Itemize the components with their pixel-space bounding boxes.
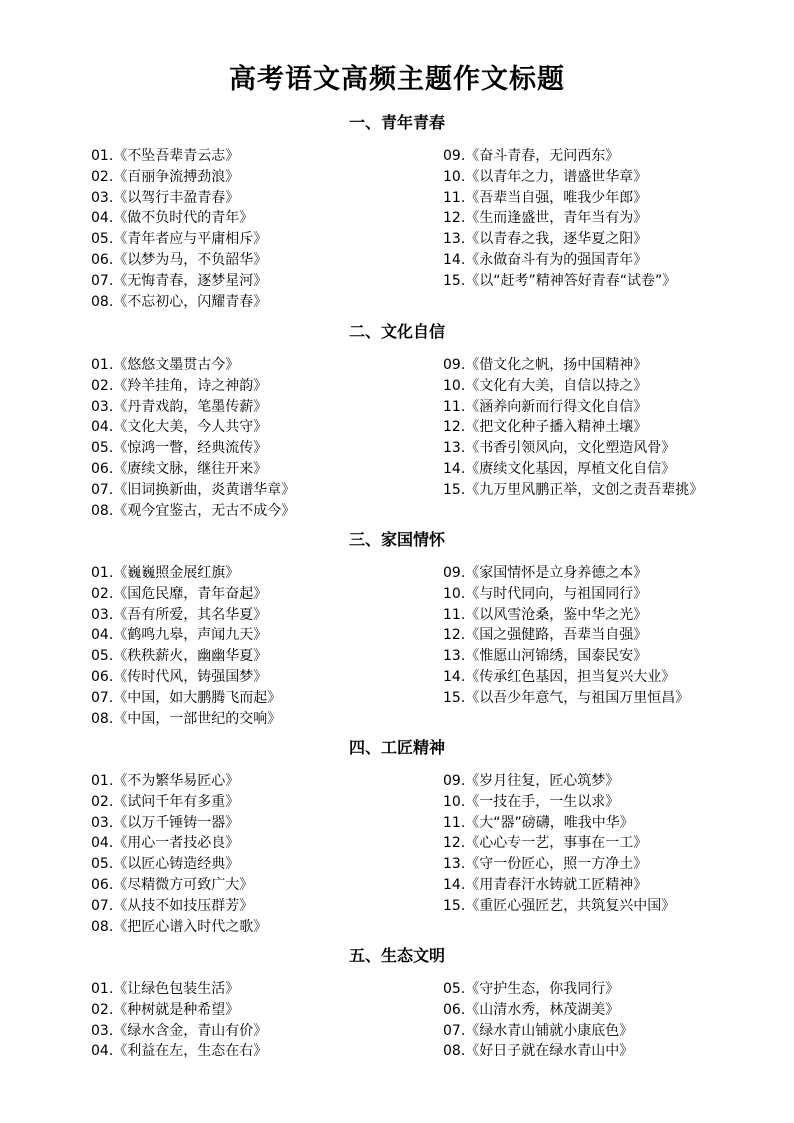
- theme-section: [0, 945, 794, 1060]
- essay-title-item: 04.《用心一者技必良》: [91, 835, 240, 852]
- essay-title-item: 01.《巍巍照金展红旗》: [91, 565, 240, 581]
- theme-section: [0, 321, 794, 519]
- essay-title-item: 14.《赓续文化基因，厚植文化自信》: [443, 460, 676, 477]
- right-title-column: [443, 563, 689, 709]
- essay-title-item: 09.《岁月往复，匠心筑梦》: [443, 773, 620, 789]
- essay-title-item: 04.《利益在左，生态在右》: [91, 1043, 268, 1060]
- essay-title-item: 07.《中国，如大鹏腾飞而起》: [91, 689, 282, 706]
- left-title-column: [91, 563, 281, 729]
- section-heading: 三、家国情怀: [348, 530, 445, 549]
- essay-title-item: 07.《从技不如技压群芳》: [91, 897, 254, 914]
- essay-title-item: 03.《绿水含金，青山有价》: [91, 1022, 268, 1039]
- essay-title-item: 02.《羚羊挂角，诗之神韵》: [91, 377, 268, 394]
- essay-title-item: 02.《种树就是种希望》: [91, 1001, 240, 1018]
- essay-title-item: 06.《以梦为马，不负韶华》: [91, 251, 268, 268]
- essay-title-item: 10.《一技在手，一生以求》: [443, 793, 620, 810]
- essay-title-item: 09.《家国情怀是立身养德之本》: [443, 565, 648, 581]
- section-heading: 二、文化自信: [348, 322, 445, 341]
- essay-title-item: 07.《绿水青山铺就小康底色》: [443, 1022, 634, 1039]
- essay-title-item: 02.《国危民靡，青年奋起》: [91, 585, 268, 602]
- essay-title-item: 05.《守护生态，你我同行》: [443, 981, 620, 997]
- essay-title-item: 03.《以驾行丰盈青春》: [91, 189, 240, 206]
- essay-title-item: 04.《做不负时代的青年》: [91, 210, 254, 227]
- essay-title-item: 11.《吾辈当自强，唯我少年郎》: [443, 189, 648, 206]
- essay-title-item: 06.《山清水秀，林茂湖美》: [443, 1001, 620, 1018]
- essay-title-item: 03.《丹青戏韵，笔墨传薪》: [91, 398, 268, 415]
- essay-title-item: 09.《奋斗青春，无问西东》: [443, 148, 620, 164]
- essay-title-item: 08.《中国，一部世纪的交响》: [91, 710, 282, 727]
- left-title-column: [91, 146, 267, 312]
- essay-title-item: 06.《尽精微方可致广大》: [91, 876, 254, 893]
- essay-title-item: 10.《文化有大美，自信以持之》: [443, 377, 648, 394]
- essay-title-item: 04.《鹤鸣九皋，声闻九天》: [91, 627, 268, 644]
- right-title-column: [443, 979, 633, 1062]
- essay-title-item: 11.《涵养向新而行得文化自信》: [443, 398, 648, 415]
- essay-title-item: 14.《用青春汗水铸就工匠精神》: [443, 876, 648, 893]
- essay-title-item: 06.《赓续文脉，继往开来》: [91, 460, 268, 477]
- essay-title-item: 13.《书香引领风向，文化塑造风骨》: [443, 440, 676, 457]
- left-title-column: [91, 979, 267, 1062]
- theme-section: [0, 112, 794, 310]
- essay-title-item: 07.《旧词换新曲，炎黄谱华章》: [91, 481, 296, 498]
- essay-title-item: 05.《惊鸿一瞥，经典流传》: [91, 440, 268, 457]
- essay-title-item: 10.《以青年之力，谱盛世华章》: [443, 168, 648, 185]
- essay-title-item: 12.《把文化种子播入精神土壤》: [443, 419, 648, 436]
- section-heading: 一、青年青春: [348, 113, 445, 132]
- essay-title-item: 08.《好日子就在绿水青山中》: [443, 1043, 634, 1060]
- document-title: 高考语文高频主题作文标题: [229, 64, 565, 95]
- essay-title-item: 15.《九万里风鹏正举，文创之责吾辈挑》: [443, 481, 704, 498]
- essay-title-item: 05.《秩秩薪火，幽幽华夏》: [91, 648, 268, 665]
- essay-title-item: 14.《永做奋斗有为的强国青年》: [443, 251, 648, 268]
- essay-title-item: 05.《以匠心铸造经典》: [91, 856, 240, 873]
- essay-title-item: 03.《吾有所爱，其名华夏》: [91, 606, 268, 623]
- essay-title-item: 15.《以“赶考”精神答好青春“试卷”》: [443, 272, 677, 289]
- essay-title-item: 15.《以吾少年意气，与祖国万里恒昌》: [443, 689, 690, 706]
- essay-title-item: 08.《观今宜鉴古，无古不成今》: [91, 502, 296, 519]
- essay-title-item: 13.《守一份匠心，照一方净土》: [443, 856, 648, 873]
- left-title-column: [91, 771, 267, 937]
- essay-title-item: 10.《与时代同向，与祖国同行》: [443, 585, 648, 602]
- essay-title-item: 14.《传承红色基因，担当复兴大业》: [443, 668, 676, 685]
- theme-section: [0, 529, 794, 727]
- right-title-column: [443, 771, 675, 917]
- essay-title-item: 15.《重匠心强匠艺，共筑复兴中国》: [443, 897, 676, 914]
- essay-title-item: 01.《不为繁华易匠心》: [91, 773, 240, 789]
- essay-title-item: 11.《大“器”磅礴，唯我中华》: [443, 814, 634, 831]
- essay-title-item: 01.《悠悠文墨贯古今》: [91, 357, 240, 373]
- right-title-column: [443, 355, 703, 501]
- essay-title-item: 12.《国之强健路，吾辈当自强》: [443, 627, 648, 644]
- essay-title-item: 08.《不忘初心，闪耀青春》: [91, 293, 268, 310]
- essay-title-item: 01.《让绿色包装生活》: [91, 981, 240, 997]
- essay-title-item: 02.《百丽争流搏劲浪》: [91, 168, 240, 185]
- left-title-column: [91, 355, 295, 521]
- essay-title-item: 08.《把匠心谱入时代之歌》: [91, 918, 268, 935]
- section-heading: 五、生态文明: [348, 946, 445, 965]
- essay-title-item: 09.《借文化之帆，扬中国精神》: [443, 357, 648, 373]
- essay-title-item: 06.《传时代风，铸强国梦》: [91, 668, 268, 685]
- essay-title-item: 03.《以万千锤铸一器》: [91, 814, 240, 831]
- right-title-column: [443, 146, 676, 292]
- essay-title-item: 12.《生而逢盛世，青年当有为》: [443, 210, 648, 227]
- essay-title-item: 13.《惟愿山河锦绣，国泰民安》: [443, 648, 648, 665]
- essay-title-item: 11.《以风雪沧桑，鉴中华之光》: [443, 606, 648, 623]
- essay-title-item: 01.《不坠吾辈青云志》: [91, 148, 240, 164]
- essay-title-item: 07.《无悔青春，逐梦星河》: [91, 272, 268, 289]
- essay-title-item: 05.《青年者应与平庸相斥》: [91, 231, 268, 248]
- essay-title-item: 04.《文化大美，今人共守》: [91, 419, 268, 436]
- essay-title-item: 02.《试问千年有多重》: [91, 793, 240, 810]
- section-heading: 四、工匠精神: [348, 738, 445, 757]
- theme-section: [0, 737, 794, 935]
- essay-title-item: 12.《心心专一艺，事事在一工》: [443, 835, 648, 852]
- essay-title-item: 13.《以青春之我，逐华夏之阳》: [443, 231, 648, 248]
